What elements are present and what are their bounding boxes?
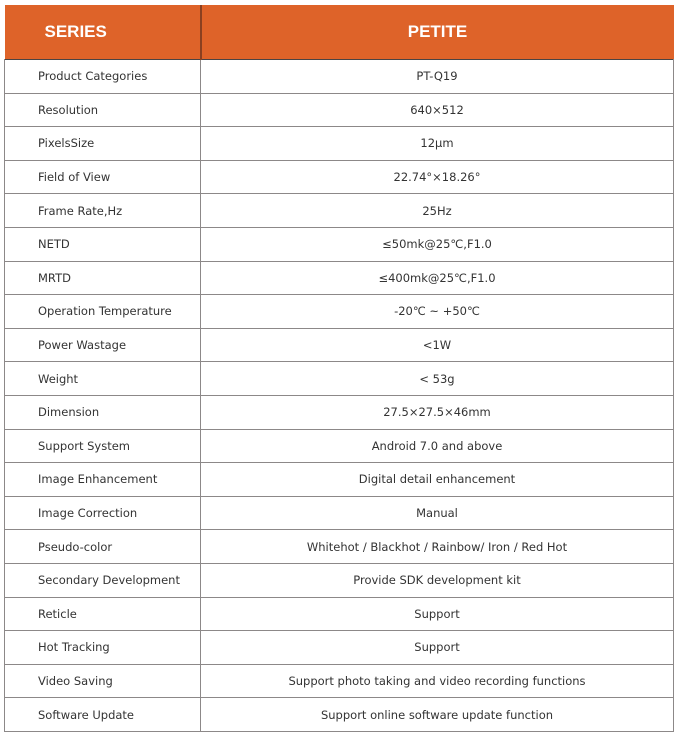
- table-body: [5, 60, 674, 732]
- spec-value: PT-Q19: [201, 60, 674, 94]
- spec-value: Support online software update function: [201, 698, 674, 732]
- spec-value: Provide SDK development kit: [201, 563, 674, 597]
- table-row: [5, 60, 674, 94]
- table-row: [5, 664, 674, 698]
- table-row: [5, 563, 674, 597]
- table-row: [5, 194, 674, 228]
- spec-value: Support: [201, 597, 674, 631]
- spec-value: ≤400mk@25℃,F1.0: [201, 261, 674, 295]
- spec-value: <1W: [201, 328, 674, 362]
- table-row: [5, 93, 674, 127]
- spec-label: Field of View: [5, 160, 201, 194]
- spec-value: Support: [201, 631, 674, 665]
- spec-label: Product Categories: [5, 60, 201, 94]
- spec-value: Whitehot / Blackhot / Rainbow/ Iron / Red Hot: [201, 530, 674, 564]
- spec-value: 27.5×27.5×46mm: [201, 395, 674, 429]
- table-row: [5, 631, 674, 665]
- spec-label: Image Correction: [5, 496, 201, 530]
- table-row: [5, 127, 674, 161]
- spec-value: ≤50mk@25℃,F1.0: [201, 227, 674, 261]
- header-series-label: SERIES: [5, 5, 201, 60]
- spec-label: Pseudo-color: [5, 530, 201, 564]
- spec-value: < 53g: [201, 362, 674, 396]
- spec-value: 22.74°×18.26°: [201, 160, 674, 194]
- table-row: [5, 597, 674, 631]
- table-row: [5, 227, 674, 261]
- spec-label: Dimension: [5, 395, 201, 429]
- spec-label: Video Saving: [5, 664, 201, 698]
- table-row: [5, 261, 674, 295]
- spec-label: Frame Rate,Hz: [5, 194, 201, 228]
- spec-value: Android 7.0 and above: [201, 429, 674, 463]
- table-row: [5, 530, 674, 564]
- spec-table: [4, 5, 674, 732]
- spec-label: Weight: [5, 362, 201, 396]
- spec-label: MRTD: [5, 261, 201, 295]
- spec-label: Software Update: [5, 698, 201, 732]
- spec-label: Reticle: [5, 597, 201, 631]
- spec-label: PixelsSize: [5, 127, 201, 161]
- spec-label: Resolution: [5, 93, 201, 127]
- spec-value: 640×512: [201, 93, 674, 127]
- spec-label: Operation Temperature: [5, 295, 201, 329]
- spec-label: NETD: [5, 227, 201, 261]
- spec-value: -20℃ ~ +50℃: [201, 295, 674, 329]
- spec-label: Hot Tracking: [5, 631, 201, 665]
- header-series-name: PETITE: [201, 5, 674, 60]
- table-row: [5, 395, 674, 429]
- table-row: [5, 160, 674, 194]
- spec-label: Support System: [5, 429, 201, 463]
- spec-value: Manual: [201, 496, 674, 530]
- spec-label: Secondary Development: [5, 563, 201, 597]
- table-row: [5, 362, 674, 396]
- table-row: [5, 328, 674, 362]
- spec-label: Power Wastage: [5, 328, 201, 362]
- spec-value: Digital detail enhancement: [201, 463, 674, 497]
- table-row: [5, 496, 674, 530]
- table-header-row: [5, 5, 674, 60]
- spec-label: Image Enhancement: [5, 463, 201, 497]
- table-row: [5, 429, 674, 463]
- table-row: [5, 295, 674, 329]
- table-row: [5, 698, 674, 732]
- spec-value: 25Hz: [201, 194, 674, 228]
- spec-value: Support photo taking and video recording functions: [201, 664, 674, 698]
- table-row: [5, 463, 674, 497]
- spec-value: 12μm: [201, 127, 674, 161]
